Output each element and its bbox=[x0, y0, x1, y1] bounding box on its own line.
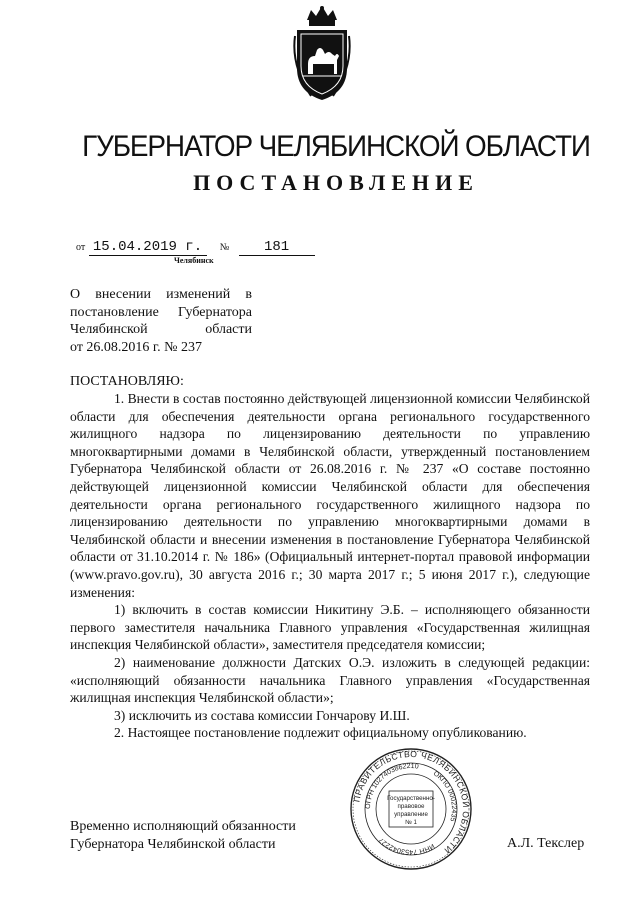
number-label: № bbox=[219, 242, 230, 253]
paragraph: 1. Внести в состав постоянно действующей лицензионной комиссии Челябинской области для обеспечения деятельности органа регионального государственного жилищного надзора по лицензированию деятельности по управлению многоквартирными домами в Челябинской области, утвержденный постановлением Губернатора Челябинской области от 26.08.2016 г. № 237 «О составе постоянно действующей лицензионной комиссии Челябинской области для обеспечения деятельности органа регионального государственного жилищного надзора по лицензированию деятельности по управлению многоквартирными домами в Челябинской области и внесении изменения в постановление Губернатора Челябинской области от 31.10.2014 г. № 186» (Официальный интернет-портал правовой информации (www.pravo.gov.ru), 30 августа 2016 г.; 30 марта 2017 г.; 5 июня 2017 г.), следующие изменения: bbox=[70, 391, 590, 600]
seal-center-line: управление bbox=[394, 811, 428, 818]
svg-text:ИНН 7453042227 bbox=[378, 836, 436, 855]
signer-name: А.Л. Текслер bbox=[507, 836, 585, 851]
seal-center-line: Государственно- bbox=[387, 795, 435, 802]
seal-ogrn: ОГРН 1027403862210 bbox=[364, 762, 420, 810]
document-date: 15.04.2019 г. bbox=[89, 239, 207, 256]
seal-okpo: ОКПО 00022435 bbox=[431, 770, 458, 823]
subject-line: постановление Губернатора bbox=[70, 304, 252, 320]
date-label: от bbox=[76, 242, 86, 253]
seal-center-line: № 1 bbox=[405, 819, 417, 826]
seal-center-line: правовое bbox=[397, 803, 425, 810]
paragraph: 2. Настоящее постановление подлежит официальному опубликованию. bbox=[114, 725, 527, 741]
document-type: ПОСТАНОВЛЕНИЕ bbox=[193, 170, 479, 195]
document-subject bbox=[70, 286, 252, 356]
document-number: 181 bbox=[239, 239, 315, 256]
paragraph: 3) исключить из состава комиссии Гончарову И.Ш. bbox=[114, 707, 410, 723]
coat-of-arms-icon bbox=[291, 6, 353, 102]
date-number-line bbox=[76, 238, 315, 256]
subject-line: Челябинской области bbox=[70, 322, 252, 337]
document-body bbox=[70, 390, 590, 742]
subject-line: О внесении изменений в bbox=[70, 287, 252, 302]
seal-outer-text: ПРАВИТЕЛЬСТВО ЧЕЛЯБИНСКОЙ ОБЛАСТИ bbox=[351, 748, 472, 856]
subject-line: от 26.08.2016 г. № 237 bbox=[70, 339, 202, 355]
signer-position bbox=[70, 818, 296, 854]
paragraph: 2) наименование должности Датских О.Э. изложить в следующей редакции: «исполняющий обязанности начальника Главного управления «Государственная жилищная инспекция Челябинской области»; bbox=[70, 654, 590, 706]
paragraph: 1) включить в состав комиссии Никитину Э.Б. – исполняющего обязанности первого заместителя начальника Главного управления «Государственная жилищная инспекция Челябинской области», заместителя председателя комиссии; bbox=[70, 602, 590, 653]
official-seal bbox=[349, 747, 473, 871]
signer-position-line: Губернатора Челябинской области bbox=[70, 837, 276, 852]
seal-inn: ИНН 7453042227 bbox=[377, 835, 436, 856]
city-label: Челябинск bbox=[174, 256, 214, 265]
issuer-title: ГУБЕРНАТОР ЧЕЛЯБИНСКОЙ ОБЛАСТИ bbox=[82, 130, 590, 163]
decree-word: ПОСТАНОВЛЯЮ: bbox=[70, 374, 184, 389]
signer-position-line: Временно исполняющий обязанности bbox=[70, 819, 296, 834]
